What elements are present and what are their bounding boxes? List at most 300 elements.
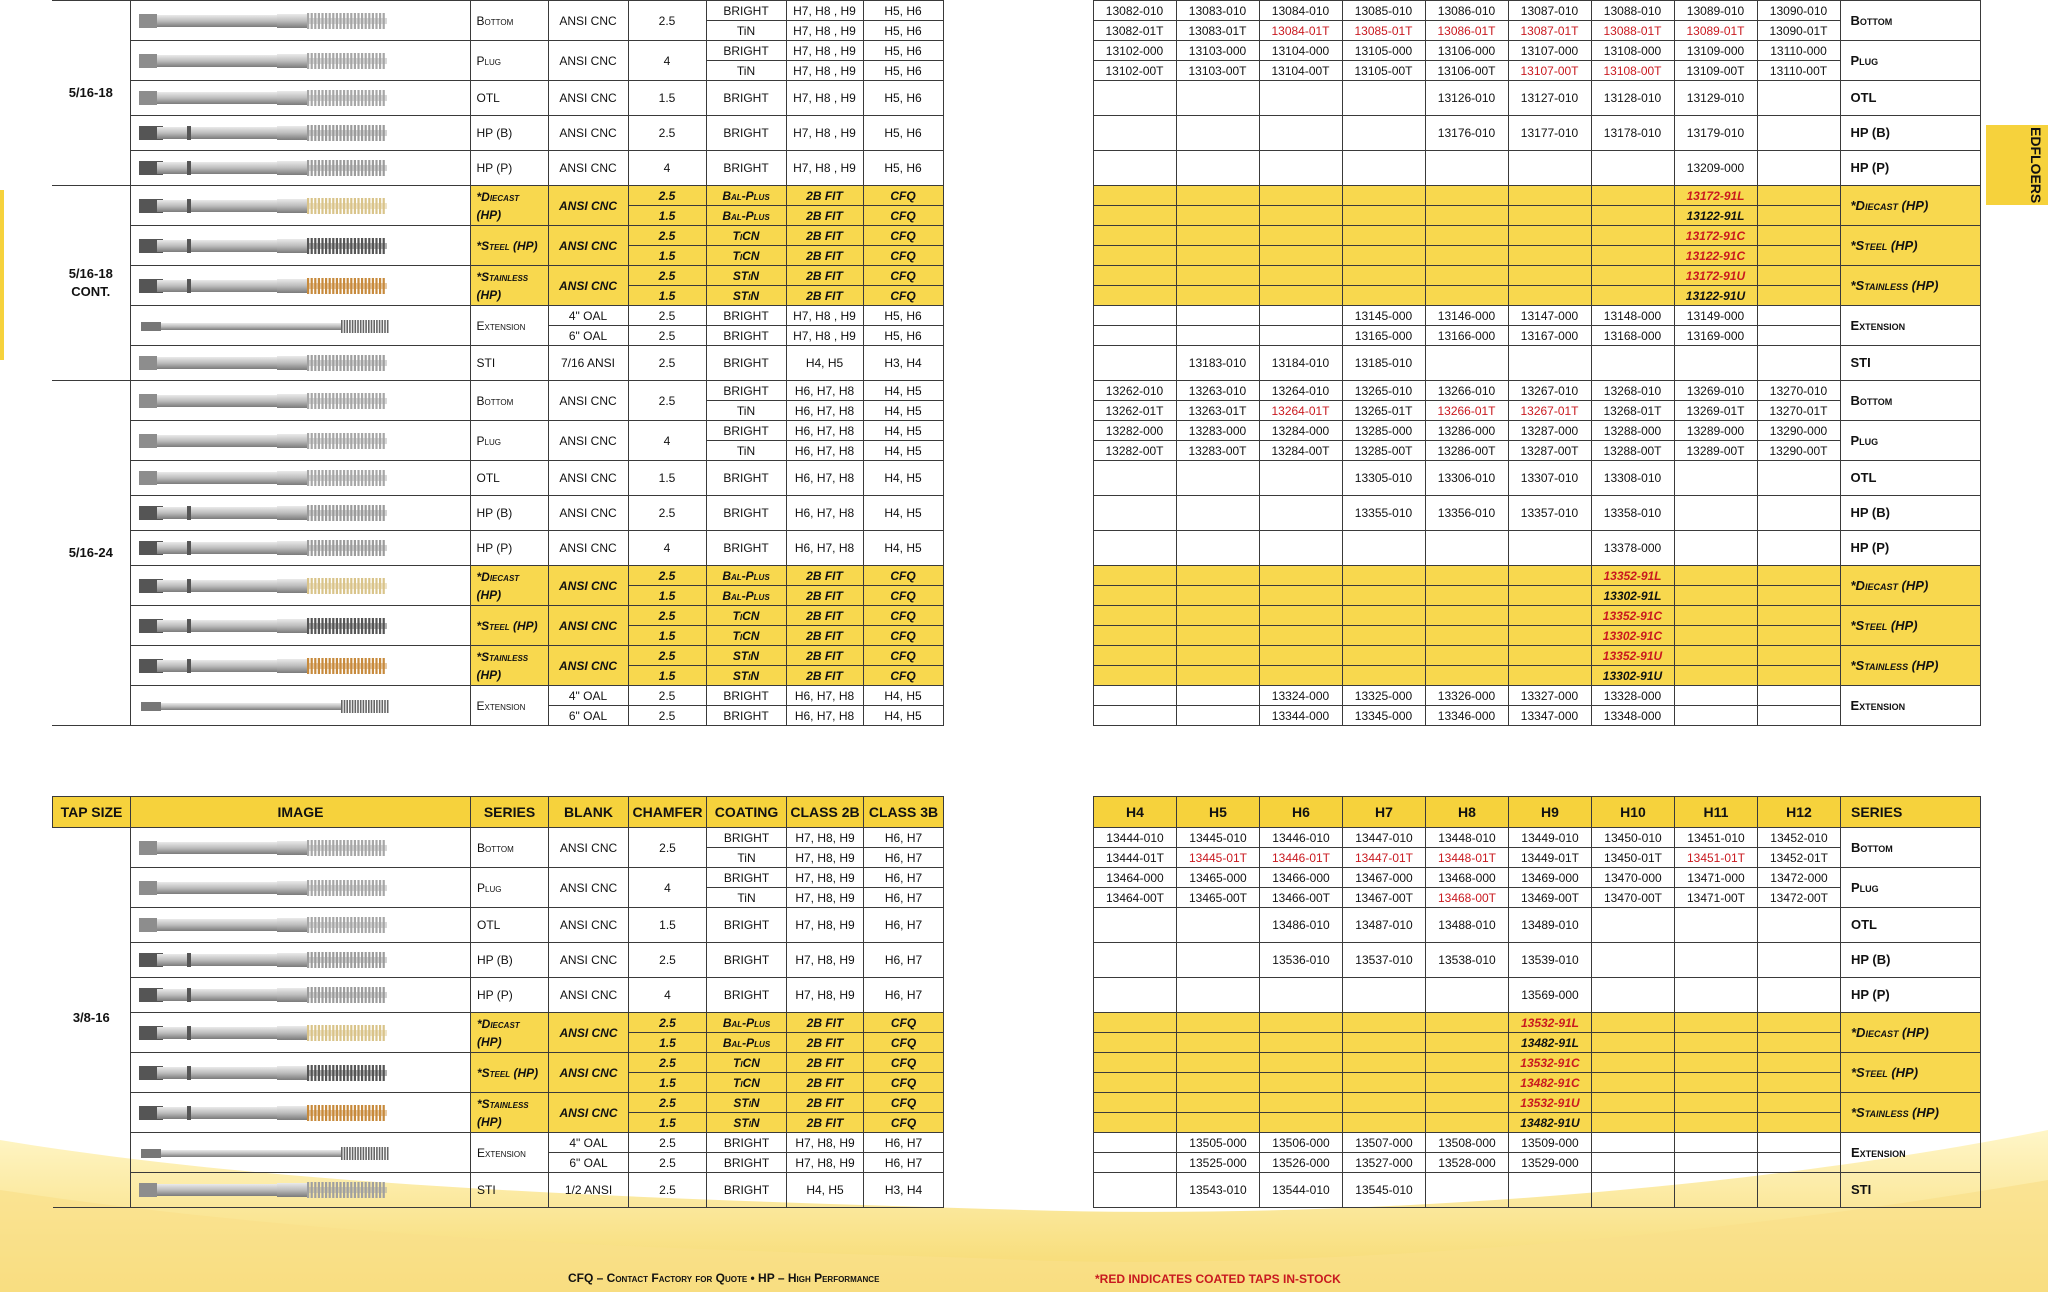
part-number: 13284-00T bbox=[1259, 441, 1342, 461]
part-number bbox=[1508, 206, 1591, 226]
part-number: 13526-000 bbox=[1260, 1153, 1343, 1173]
part-number bbox=[1592, 908, 1675, 943]
part-number bbox=[1758, 1073, 1841, 1093]
series-label: *Steel (HP) bbox=[470, 226, 548, 266]
class3b-value: CFQ bbox=[863, 566, 943, 586]
part-number bbox=[1093, 626, 1176, 646]
part-number bbox=[1177, 1013, 1260, 1033]
part-number: 13126-010 bbox=[1425, 81, 1508, 116]
part-number: 13444-01T bbox=[1094, 848, 1177, 868]
chamfer-value: 1.5 bbox=[628, 461, 706, 496]
part-number: 13447-010 bbox=[1343, 828, 1426, 848]
part-number bbox=[1260, 978, 1343, 1013]
part-number bbox=[1176, 586, 1259, 606]
series-label-right: Bottom bbox=[1841, 828, 1981, 868]
series-label-right: HP (P) bbox=[1840, 151, 1980, 186]
part-number bbox=[1177, 1033, 1260, 1053]
part-number: 13102-000 bbox=[1093, 41, 1176, 61]
class3b-value: CFQ bbox=[864, 1073, 944, 1093]
table-row bbox=[52, 116, 1980, 151]
series-label: HP (P) bbox=[471, 978, 549, 1013]
part-number: 13444-010 bbox=[1094, 828, 1177, 848]
coating-value: BRIGHT bbox=[706, 41, 786, 61]
series-label: *Diecast (HP) bbox=[470, 186, 548, 226]
part-number bbox=[1591, 226, 1674, 246]
part-number: 13145-000 bbox=[1342, 306, 1425, 326]
class3b-value: H4, H5 bbox=[863, 531, 943, 566]
class2b-value: H7, H8, H9 bbox=[787, 888, 864, 908]
part-number bbox=[1758, 943, 1841, 978]
coating-value: BRIGHT bbox=[707, 1133, 787, 1153]
part-number: 13569-000 bbox=[1509, 978, 1592, 1013]
blank-value: ANSI CNC bbox=[548, 226, 628, 266]
part-number: 13482-91U bbox=[1509, 1113, 1592, 1133]
part-number: 13537-010 bbox=[1343, 943, 1426, 978]
tap-image bbox=[130, 566, 470, 606]
part-number: 13286-00T bbox=[1425, 441, 1508, 461]
part-number: 13472-000 bbox=[1758, 868, 1841, 888]
part-number: 13149-000 bbox=[1674, 306, 1757, 326]
part-number bbox=[1757, 586, 1840, 606]
part-number bbox=[1674, 346, 1757, 381]
part-number bbox=[1591, 286, 1674, 306]
tap-image bbox=[130, 531, 470, 566]
part-number bbox=[1094, 1153, 1177, 1173]
part-number bbox=[1342, 566, 1425, 586]
table-row bbox=[52, 461, 1980, 496]
part-number bbox=[1259, 606, 1342, 626]
series-label: OTL bbox=[470, 461, 548, 496]
part-number bbox=[1176, 496, 1259, 531]
part-number bbox=[1508, 531, 1591, 566]
class2b-value: 2B FIT bbox=[786, 246, 863, 266]
part-number bbox=[1426, 1073, 1509, 1093]
part-number bbox=[1592, 943, 1675, 978]
part-number: 13103-00T bbox=[1176, 61, 1259, 81]
part-number: 13348-000 bbox=[1591, 706, 1674, 726]
coating-value: BRIGHT bbox=[706, 346, 786, 381]
part-number: 13305-010 bbox=[1342, 461, 1425, 496]
series-label-right: HP (P) bbox=[1841, 978, 1981, 1013]
gap-cell bbox=[943, 41, 1093, 61]
part-number bbox=[1343, 1033, 1426, 1053]
header-row bbox=[53, 797, 1981, 828]
part-number: 13482-91L bbox=[1509, 1033, 1592, 1053]
tap-image bbox=[131, 868, 471, 908]
class2b-value: 2B FIT bbox=[786, 206, 863, 226]
part-number: 13532-91U bbox=[1509, 1093, 1592, 1113]
part-number bbox=[1758, 1013, 1841, 1033]
part-number: 13146-000 bbox=[1425, 306, 1508, 326]
series-label-right: STI bbox=[1841, 1173, 1981, 1208]
part-number bbox=[1757, 496, 1840, 531]
part-number bbox=[1674, 586, 1757, 606]
part-number bbox=[1508, 286, 1591, 306]
blank-value: ANSI CNC bbox=[548, 566, 628, 606]
part-number bbox=[1675, 978, 1758, 1013]
tap-image bbox=[131, 1173, 471, 1208]
part-number: 13325-000 bbox=[1342, 686, 1425, 706]
part-number: 13284-000 bbox=[1259, 421, 1342, 441]
header-h: H10 bbox=[1592, 797, 1675, 828]
blank-value: ANSI CNC bbox=[548, 531, 628, 566]
part-number: 13129-010 bbox=[1674, 81, 1757, 116]
part-number bbox=[1176, 286, 1259, 306]
class3b-value: CFQ bbox=[863, 266, 943, 286]
part-number: 13448-010 bbox=[1426, 828, 1509, 848]
upper-table bbox=[52, 0, 1981, 726]
header-h: H11 bbox=[1675, 797, 1758, 828]
part-number: 13536-010 bbox=[1260, 943, 1343, 978]
part-number bbox=[1342, 151, 1425, 186]
blank-value: 6" OAL bbox=[548, 706, 628, 726]
part-number bbox=[1757, 186, 1840, 206]
part-number bbox=[1592, 1153, 1675, 1173]
chamfer-value: 1.5 bbox=[629, 1073, 707, 1093]
part-number: 13177-010 bbox=[1508, 116, 1591, 151]
part-number: 13083-010 bbox=[1176, 1, 1259, 21]
coating-value: BRIGHT bbox=[706, 686, 786, 706]
gap-cell bbox=[944, 1113, 1094, 1133]
part-number bbox=[1177, 978, 1260, 1013]
table-row bbox=[53, 1013, 1981, 1033]
chamfer-value: 2.5 bbox=[628, 566, 706, 586]
part-number: 13184-010 bbox=[1259, 346, 1342, 381]
coating-value: BRIGHT bbox=[706, 706, 786, 726]
chamfer-value: 2.5 bbox=[629, 828, 707, 868]
chamfer-value: 1.5 bbox=[629, 1033, 707, 1053]
part-number: 13529-000 bbox=[1509, 1153, 1592, 1173]
part-number: 13088-010 bbox=[1591, 1, 1674, 21]
table-row bbox=[52, 306, 1980, 326]
part-number: 13452-01T bbox=[1758, 848, 1841, 868]
gap-cell bbox=[943, 686, 1093, 706]
part-number: 13449-01T bbox=[1509, 848, 1592, 868]
part-number: 13269-010 bbox=[1674, 381, 1757, 401]
series-label: OTL bbox=[470, 81, 548, 116]
class2b-value: H7, H8, H9 bbox=[787, 1153, 864, 1173]
part-number: 13471-00T bbox=[1675, 888, 1758, 908]
part-number: 13472-00T bbox=[1758, 888, 1841, 908]
table-row bbox=[52, 381, 1980, 401]
table-row bbox=[52, 41, 1980, 61]
gap-cell bbox=[943, 401, 1093, 421]
part-number bbox=[1259, 151, 1342, 186]
class3b-value: H6, H7 bbox=[864, 1133, 944, 1153]
part-number bbox=[1758, 908, 1841, 943]
part-number: 13269-01T bbox=[1674, 401, 1757, 421]
part-number bbox=[1342, 206, 1425, 226]
class3b-value: H5, H6 bbox=[863, 306, 943, 326]
part-number: 13267-010 bbox=[1508, 381, 1591, 401]
series-label: *Stainless (HP) bbox=[470, 646, 548, 686]
part-number bbox=[1259, 326, 1342, 346]
chamfer-value: 2.5 bbox=[629, 1153, 707, 1173]
tap-size-label: 5/16-18 bbox=[52, 1, 130, 186]
part-number bbox=[1675, 908, 1758, 943]
part-number bbox=[1758, 1173, 1841, 1208]
part-number bbox=[1426, 1093, 1509, 1113]
class2b-value: H7, H8 , H9 bbox=[786, 326, 863, 346]
part-number bbox=[1176, 151, 1259, 186]
tap-image bbox=[130, 381, 470, 421]
part-number bbox=[1674, 566, 1757, 586]
part-number bbox=[1093, 151, 1176, 186]
header-coating: COATING bbox=[707, 797, 787, 828]
part-number bbox=[1425, 586, 1508, 606]
part-number bbox=[1093, 706, 1176, 726]
class2b-value: H6, H7, H8 bbox=[786, 441, 863, 461]
class2b-value: 2B FIT bbox=[786, 266, 863, 286]
part-number bbox=[1425, 186, 1508, 206]
part-number: 13505-000 bbox=[1177, 1133, 1260, 1153]
header-h: H7 bbox=[1343, 797, 1426, 828]
chamfer-value: 2.5 bbox=[628, 266, 706, 286]
gap-cell bbox=[944, 868, 1094, 888]
part-number: 13265-010 bbox=[1342, 381, 1425, 401]
tap-size-label: 5/16-24 bbox=[52, 381, 130, 726]
part-number: 13282-00T bbox=[1093, 441, 1176, 461]
part-number bbox=[1508, 346, 1591, 381]
series-label-right: Plug bbox=[1840, 41, 1980, 81]
gap-cell bbox=[943, 306, 1093, 326]
class3b-value: CFQ bbox=[863, 586, 943, 606]
part-number: 13307-010 bbox=[1508, 461, 1591, 496]
part-number bbox=[1758, 1033, 1841, 1053]
class2b-value: H6, H7, H8 bbox=[786, 496, 863, 531]
blank-value: 1/2 ANSI bbox=[549, 1173, 629, 1208]
part-number: 13468-00T bbox=[1426, 888, 1509, 908]
table-row bbox=[52, 496, 1980, 531]
part-number: 13451-010 bbox=[1675, 828, 1758, 848]
part-number bbox=[1177, 1113, 1260, 1133]
gap-cell bbox=[943, 381, 1093, 401]
series-label: HP (B) bbox=[470, 496, 548, 531]
part-number bbox=[1259, 566, 1342, 586]
part-number: 13264-010 bbox=[1259, 381, 1342, 401]
part-number bbox=[1508, 666, 1591, 686]
tap-image bbox=[130, 606, 470, 646]
gap-cell bbox=[943, 441, 1093, 461]
header-h: H12 bbox=[1758, 797, 1841, 828]
class3b-value: H6, H7 bbox=[864, 868, 944, 888]
chamfer-value: 1.5 bbox=[628, 586, 706, 606]
part-number bbox=[1757, 346, 1840, 381]
part-number: 13355-010 bbox=[1342, 496, 1425, 531]
gap-cell bbox=[943, 421, 1093, 441]
part-number: 13285-000 bbox=[1342, 421, 1425, 441]
part-number: 13122-91L bbox=[1674, 206, 1757, 226]
part-number: 13448-01T bbox=[1426, 848, 1509, 868]
class3b-value: H4, H5 bbox=[863, 401, 943, 421]
part-number bbox=[1675, 1093, 1758, 1113]
part-number bbox=[1425, 151, 1508, 186]
tap-image bbox=[130, 496, 470, 531]
part-number bbox=[1675, 1013, 1758, 1033]
table-row bbox=[52, 421, 1980, 441]
coating-value: Bal-Plus bbox=[706, 586, 786, 606]
part-number bbox=[1592, 1133, 1675, 1153]
coating-value: STiN bbox=[706, 666, 786, 686]
coating-value: BRIGHT bbox=[706, 116, 786, 151]
part-number: 13528-000 bbox=[1426, 1153, 1509, 1173]
part-number: 13128-010 bbox=[1591, 81, 1674, 116]
part-number: 13147-000 bbox=[1508, 306, 1591, 326]
coating-value: BRIGHT bbox=[706, 381, 786, 401]
part-number bbox=[1342, 586, 1425, 606]
part-number bbox=[1176, 461, 1259, 496]
class3b-value: CFQ bbox=[864, 1093, 944, 1113]
part-number bbox=[1177, 1073, 1260, 1093]
footnote-legend: CFQ – Contact Factory for Quote • HP – High Performance bbox=[568, 1271, 880, 1285]
chamfer-value: 1.5 bbox=[628, 81, 706, 116]
part-number: 13302-91C bbox=[1591, 626, 1674, 646]
part-number: 13327-000 bbox=[1508, 686, 1591, 706]
part-number bbox=[1094, 1033, 1177, 1053]
footnote-red: *RED INDICATES COATED TAPS IN-STOCK bbox=[1095, 1272, 1341, 1286]
blank-value: ANSI CNC bbox=[548, 151, 628, 186]
part-number bbox=[1259, 666, 1342, 686]
part-number: 13090-01T bbox=[1757, 21, 1840, 41]
coating-value: Bal-Plus bbox=[706, 206, 786, 226]
chamfer-value: 1.5 bbox=[628, 286, 706, 306]
class2b-value: 2B FIT bbox=[786, 566, 863, 586]
gap-cell bbox=[943, 116, 1093, 151]
part-number: 13266-01T bbox=[1425, 401, 1508, 421]
part-number: 13288-00T bbox=[1591, 441, 1674, 461]
class2b-value: H6, H7, H8 bbox=[786, 401, 863, 421]
class2b-value: 2B FIT bbox=[786, 606, 863, 626]
table-row bbox=[52, 81, 1980, 116]
class3b-value: H4, H5 bbox=[863, 441, 943, 461]
part-number: 13532-91C bbox=[1509, 1053, 1592, 1073]
class3b-value: CFQ bbox=[863, 206, 943, 226]
part-number bbox=[1259, 531, 1342, 566]
part-number bbox=[1176, 266, 1259, 286]
part-number bbox=[1176, 116, 1259, 151]
part-number bbox=[1342, 646, 1425, 666]
gap-cell bbox=[943, 61, 1093, 81]
part-number bbox=[1757, 666, 1840, 686]
class3b-value: H5, H6 bbox=[863, 81, 943, 116]
part-number: 13467-00T bbox=[1343, 888, 1426, 908]
tap-image bbox=[130, 306, 470, 346]
part-number bbox=[1343, 1073, 1426, 1093]
blank-value: 6" OAL bbox=[549, 1153, 629, 1173]
gap-cell bbox=[943, 326, 1093, 346]
blank-value: ANSI CNC bbox=[548, 606, 628, 646]
part-number: 13109-000 bbox=[1674, 41, 1757, 61]
part-number: 13169-000 bbox=[1674, 326, 1757, 346]
part-number bbox=[1425, 606, 1508, 626]
part-number bbox=[1093, 666, 1176, 686]
table-row bbox=[52, 606, 1980, 626]
part-number: 13527-000 bbox=[1343, 1153, 1426, 1173]
series-label-right: Bottom bbox=[1840, 381, 1980, 421]
header-class3b: CLASS 3B bbox=[864, 797, 944, 828]
part-number bbox=[1260, 1053, 1343, 1073]
part-number bbox=[1758, 1053, 1841, 1073]
blank-value: ANSI CNC bbox=[548, 496, 628, 531]
gap-cell bbox=[944, 888, 1094, 908]
chamfer-value: 2.5 bbox=[628, 326, 706, 346]
class3b-value: CFQ bbox=[863, 626, 943, 646]
header-image: IMAGE bbox=[131, 797, 471, 828]
part-number: 13262-01T bbox=[1093, 401, 1176, 421]
gap-cell bbox=[944, 1133, 1094, 1153]
part-number bbox=[1093, 531, 1176, 566]
part-number bbox=[1342, 266, 1425, 286]
series-label-right: STI bbox=[1840, 346, 1980, 381]
part-number bbox=[1093, 306, 1176, 326]
part-number: 13445-010 bbox=[1177, 828, 1260, 848]
class2b-value: 2B FIT bbox=[787, 1093, 864, 1113]
part-number bbox=[1259, 226, 1342, 246]
part-number bbox=[1342, 531, 1425, 566]
class3b-value: CFQ bbox=[863, 666, 943, 686]
series-label: Bottom bbox=[470, 1, 548, 41]
chamfer-value: 2.5 bbox=[628, 346, 706, 381]
series-label-right: HP (B) bbox=[1841, 943, 1981, 978]
gap-cell bbox=[943, 151, 1093, 186]
part-number: 13465-000 bbox=[1177, 868, 1260, 888]
table-row bbox=[52, 646, 1980, 666]
part-number: 13544-010 bbox=[1260, 1173, 1343, 1208]
part-number bbox=[1093, 326, 1176, 346]
part-number bbox=[1592, 1053, 1675, 1073]
blank-value: ANSI CNC bbox=[548, 646, 628, 686]
series-label-right: *Diecast (HP) bbox=[1841, 1013, 1981, 1053]
blank-value: ANSI CNC bbox=[548, 1, 628, 41]
part-number bbox=[1508, 186, 1591, 206]
part-number: 13165-000 bbox=[1342, 326, 1425, 346]
coating-value: BRIGHT bbox=[706, 461, 786, 496]
part-number bbox=[1674, 531, 1757, 566]
part-number bbox=[1757, 531, 1840, 566]
coating-value: Bal-Plus bbox=[706, 186, 786, 206]
class2b-value: H7, H8, H9 bbox=[787, 868, 864, 888]
part-number bbox=[1757, 116, 1840, 151]
part-number bbox=[1426, 978, 1509, 1013]
class3b-value: H6, H7 bbox=[864, 888, 944, 908]
class3b-value: H5, H6 bbox=[863, 21, 943, 41]
chamfer-value: 2.5 bbox=[629, 1173, 707, 1208]
part-number bbox=[1591, 206, 1674, 226]
part-number bbox=[1675, 1033, 1758, 1053]
coating-value: BRIGHT bbox=[707, 978, 787, 1013]
part-number bbox=[1177, 943, 1260, 978]
gap-cell bbox=[943, 606, 1093, 626]
part-number: 13107-000 bbox=[1508, 41, 1591, 61]
part-number bbox=[1508, 226, 1591, 246]
part-number: 13445-01T bbox=[1177, 848, 1260, 868]
chamfer-value: 2.5 bbox=[628, 116, 706, 151]
part-number bbox=[1425, 666, 1508, 686]
gap-cell bbox=[943, 21, 1093, 41]
tap-image bbox=[130, 421, 470, 461]
part-number: 13172-91U bbox=[1674, 266, 1757, 286]
chamfer-value: 2.5 bbox=[628, 226, 706, 246]
blank-value: ANSI CNC bbox=[548, 421, 628, 461]
header-chamfer: CHAMFER bbox=[629, 797, 707, 828]
series-label: *Diecast (HP) bbox=[470, 566, 548, 606]
part-number: 13105-000 bbox=[1342, 41, 1425, 61]
part-number bbox=[1343, 978, 1426, 1013]
part-number bbox=[1176, 666, 1259, 686]
chamfer-value: 2.5 bbox=[629, 1133, 707, 1153]
part-number bbox=[1592, 1033, 1675, 1053]
header-series-right: SERIES bbox=[1841, 797, 1981, 828]
